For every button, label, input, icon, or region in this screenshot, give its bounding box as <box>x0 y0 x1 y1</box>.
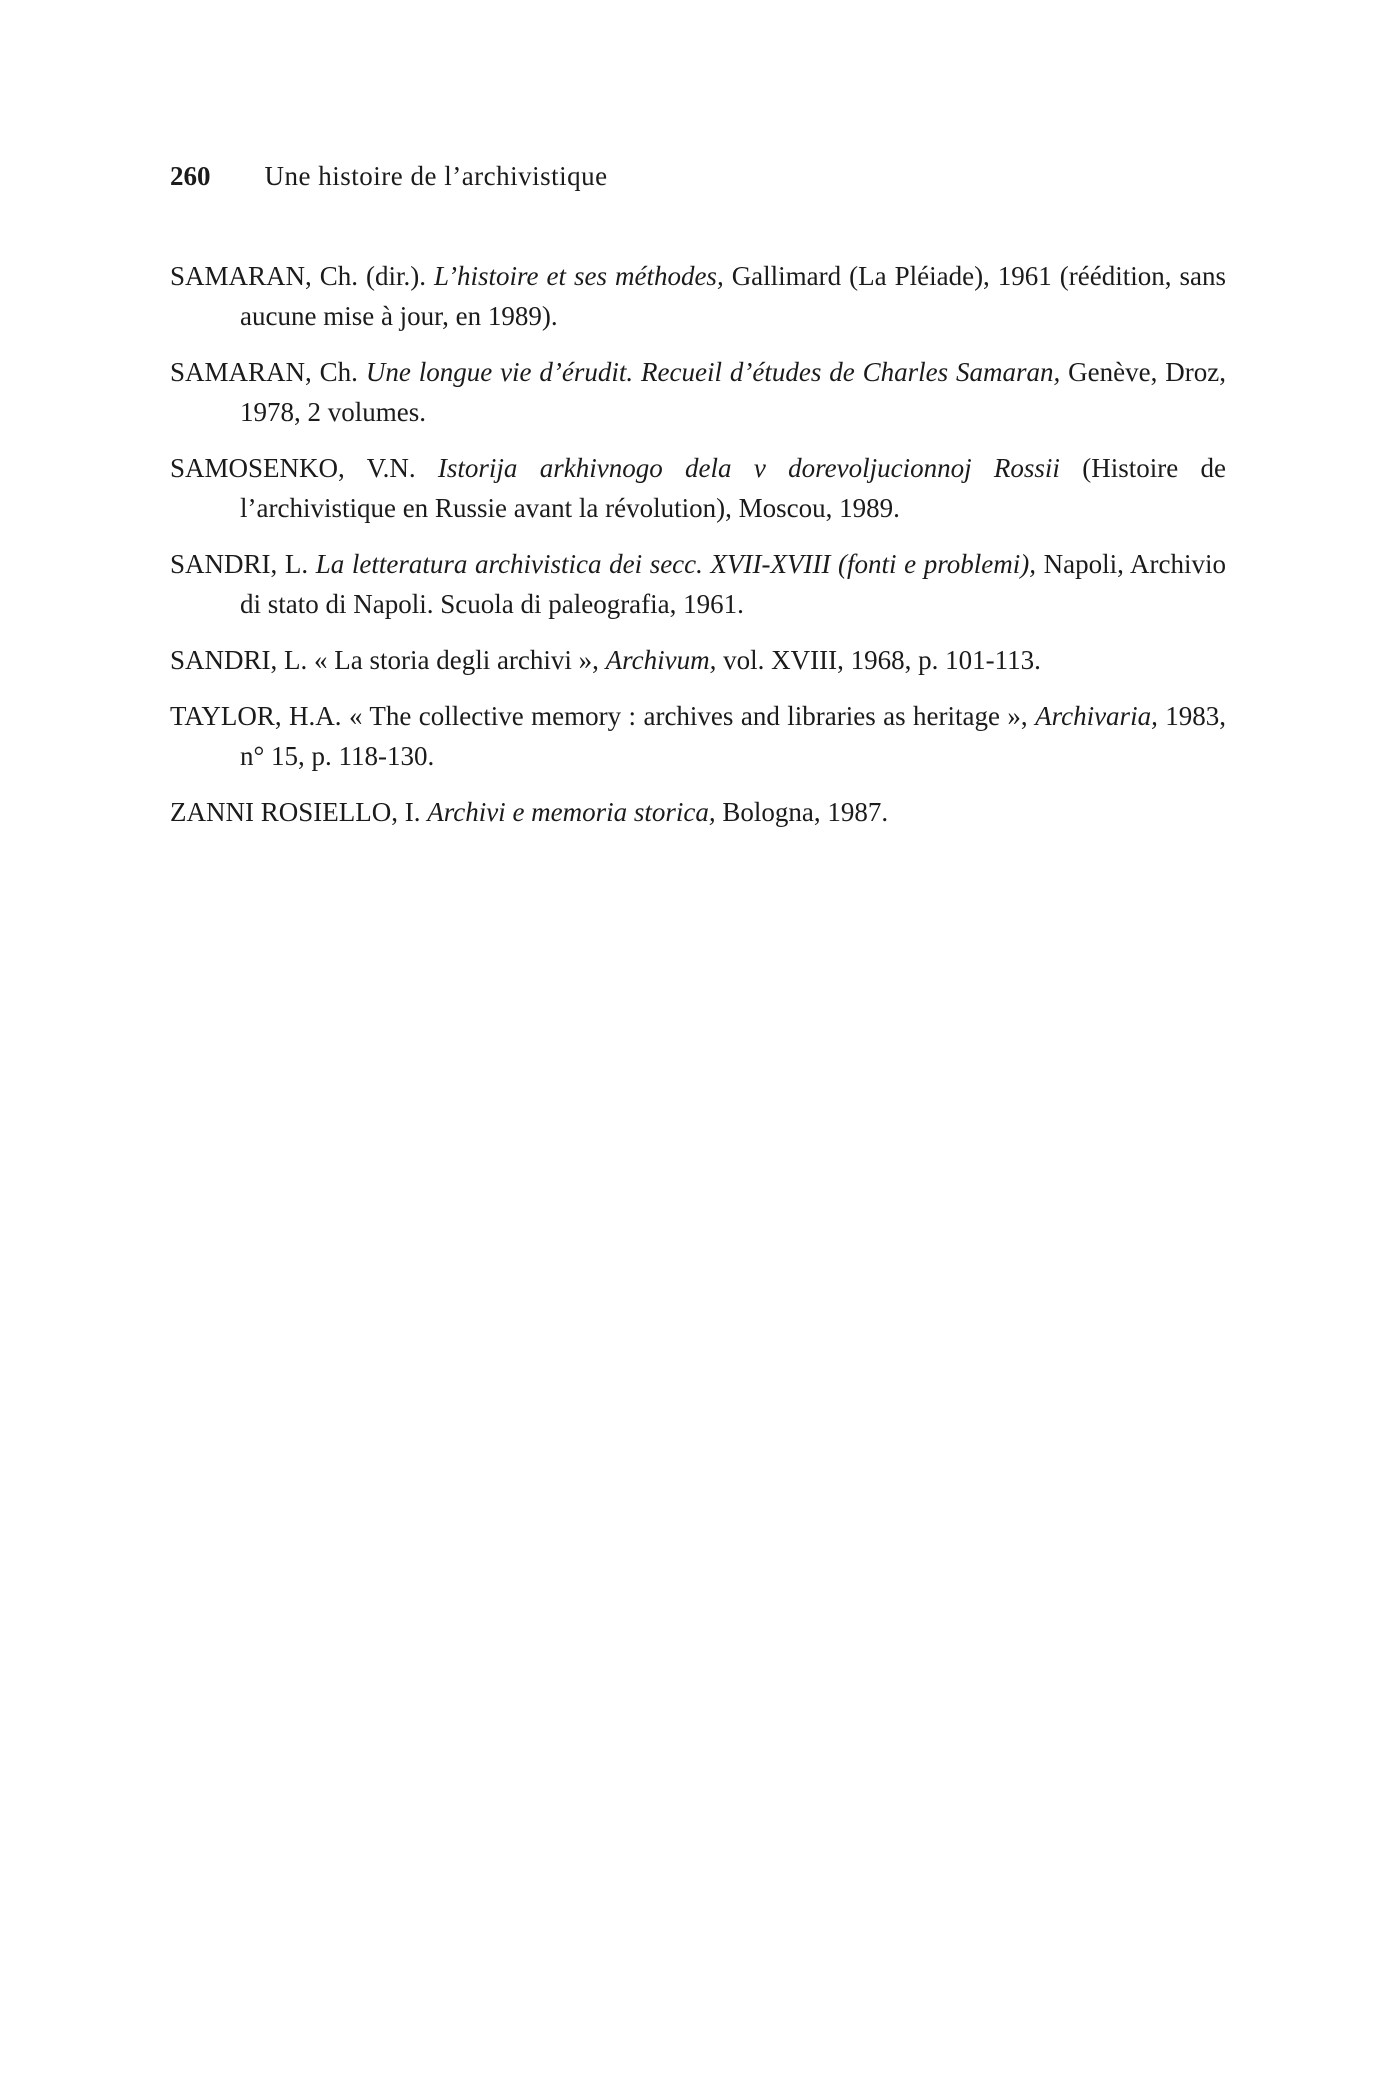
bibliography-entry <box>170 544 1226 624</box>
page-number: 260 <box>170 161 211 191</box>
entry-text: SANDRI, L. <box>170 549 316 579</box>
bibliography-entry <box>170 640 1226 680</box>
entry-text: ZANNI ROSIELLO, I. <box>170 797 428 827</box>
entry-work-title: La letteratura archivistica dei secc. XVII-XVIII (fonti e problemi), <box>315 549 1044 579</box>
bibliography-entries <box>170 256 1226 848</box>
bibliography-entry <box>170 352 1226 432</box>
entry-text: SANDRI, L. « La storia degli archivi », <box>170 645 606 675</box>
entry-text: Bologna, 1987. <box>722 797 889 827</box>
entry-text: SAMOSENKO, V.N. <box>170 453 438 483</box>
entry-text: Napoli, Archivio di stato di Napoli. Scuola di paleografia, 1961. <box>240 549 1226 619</box>
entry-work-title: Istorija arkhivnogo dela v dorevoljucionnoj Rossii <box>437 453 1083 483</box>
bibliography-entry <box>170 448 1226 528</box>
entry-text: TAYLOR, H.A. « The collective memory : archives and libraries as heritage », <box>170 701 1036 731</box>
entry-text: Genève, Droz, 1978, 2 volumes. <box>240 357 1226 427</box>
entry-text: SAMARAN, Ch. <box>170 357 366 387</box>
entry-text: (Histoire de l’archivistique en Russie avant la révolution), Moscou, 1989. <box>240 453 1226 523</box>
entry-text: 1983, n° 15, p. 118-130. <box>240 701 1226 771</box>
entry-work-title: Une longue vie d’érudit. Recueil d’études de Charles Samaran, <box>365 357 1069 387</box>
bibliography-entry <box>170 792 1226 832</box>
entry-text: SAMARAN, Ch. (dir.). <box>170 261 434 291</box>
entry-work-title: Archivaria, <box>1035 701 1166 731</box>
running-header <box>170 158 1226 194</box>
entry-work-title: Archivi e memoria storica, <box>427 797 723 827</box>
running-title: Une histoire de l’archivistique <box>264 161 608 191</box>
entry-text: Gallimard (La Pléiade), 1961 (réédition, sans aucune mise à jour, en 1989). <box>240 261 1226 331</box>
entry-work-title: Archivum, <box>605 645 724 675</box>
bibliography-entry <box>170 256 1226 336</box>
entry-text: vol. XVIII, 1968, p. 101-113. <box>723 645 1041 675</box>
bibliography-entry <box>170 696 1226 776</box>
entry-work-title: L’histoire et ses méthodes, <box>434 261 732 291</box>
